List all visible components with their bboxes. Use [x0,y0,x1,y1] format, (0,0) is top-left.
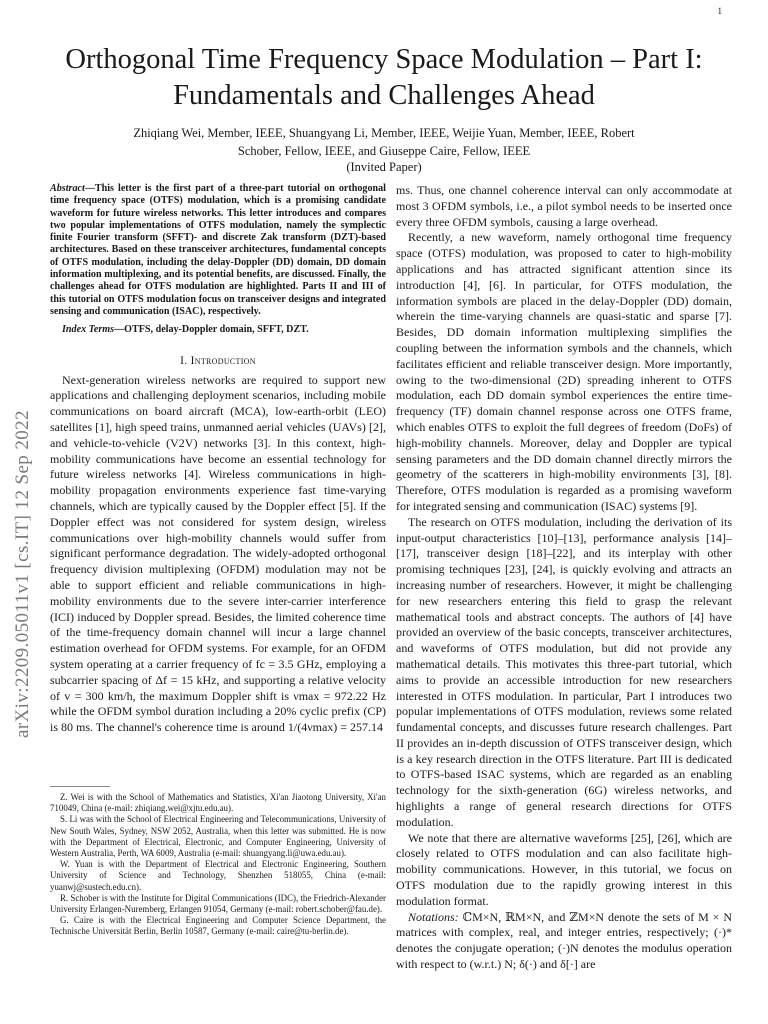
footnote-rule [50,786,110,787]
author-list [60,124,708,160]
footnote-caire: G. Caire is with the Electrical Engineering and Computer Science Department, the Technische Universität Berlin, Berlin 10587, Germany (e-mail: caire@tu-berlin.de). [50,915,386,937]
arxiv-stamp: arXiv:2209.05011v1 [cs.IT] 12 Sep 2022 [12,410,33,738]
index-terms-text: —OTFS, delay-Doppler domain, SFFT, DZT. [114,324,309,336]
index-terms [50,324,386,336]
abstract-text: —This letter is the first part of a three-part tutorial on orthogonal time frequency space (OTFS) modulation, which is a promising candidate waveform for future wireless networks. This letter introduces and compares two popular implementations of OTFS modulation, namely the symplectic finite Fourier transform (SFFT)- and discrete Zak transform (DZT)-based architectures. Based on these transceiver architectures, fundamental concepts of OTFS modulation, including the delay-Doppler (DD) domain, DD domain information multiplexing, and its potential benefits, are discussed. Finally, the challenges ahead for OTFS modulation are highlighted. Parts II and III of this tutorial on OTFS modulation focus on transceiver designs and integrated sensing and communication (ISAC), respectively. [50,183,386,317]
page-number: 1 [717,6,722,16]
section-heading-introduction: I. Introduction [180,354,256,367]
footnote-schober: R. Schober is with the Institute for Digital Communications (IDC), the Friedrich-Alexander University Erlangen-Nuremberg, Erlangen 91054, Germany (e-mail: robert.schober@fau.de). [50,892,386,915]
invited-note: (Invited Paper) [346,160,422,174]
authors-line-1: Zhiqiang Wei, Member, IEEE, Shuangyang Li, Member, IEEE, Weijie Yuan, Member, IEEE, Robert [133,126,635,140]
abstract-lead: Abstract [50,183,85,194]
authors-line-2: Schober, Fellow, IEEE, and Giuseppe Caire, Fellow, IEEE [237,144,531,158]
right-paragraph-continued: ms. Thus, one channel coherence interval can only accommodate at most 3 OFDM symbols, i.e., a pilot symbol needs to be inserted once every three OFDM symbols, causing a large overhead. [396,183,732,229]
right-paragraph-otfs-intro: Recently, a new waveform, namely orthogonal time frequency space (OTFS) modulation, was proposed to cater to high-mobility applications and has attracted significant attention since its introduction [4], [6]. In particular, for OTFS modulation, the information symbols are placed in the delay-Doppler (DD) domain, wherein the time-varying channels are quasi-static and sparse [7]. Besides, DD domain information multiplexing simplifies the coupling between the information symbols and the channels, which facilitates efficient and reliable transceiver design. More importantly, owing to the two-dimensional (2D) spreading inherent to OTFS modulation, each DD domain symbol experiences the entire time-frequency (TF) domain channel response across one OTFS frame, which enables OTFS to exploit the full degrees of freedom (DoFs) of high-mobility channels. Moreover, delay and Doppler are typical sensing parameters and the DD domain channel directly mirrors the geometry of the scatterers in high-mobility environments [3], [8]. Therefore, OTFS modulation is regarded as a promising waveform for integrated sensing and communication (ISAC) systems [9]. [396,230,732,513]
footnote-wei: Z. Wei is with the School of Mathematics and Statistics, Xi'an Jiaotong University, Xi'an 710049, China (e-mail: zhiqiang.wei@xjtu.edu.au). [50,792,386,814]
paper-title: Orthogonal Time Frequency Space Modulation – Part I: Fundamentals and Challenges Ahead [65,44,703,111]
intro-paragraph-1: Next-generation wireless networks are required to support new applications and challenging deployment scenarios, including mobile communications on board aircraft (MCA), low-earth-orbit (LEO) satellites [1], high speed trains, unmanned aerial vehicles (UAVs) [2], and vehicle-to-vehicle (V2V) networks [3]. In this context, high-mobility communications have become an essential technology for future wireless networks [4]. Wireless communications in high-mobility propagation environments experience fast time-varying channels, which are typically caused by the Doppler effect [5]. If the Doppler effect was not considered for system design, wireless communications over high-mobility channels would suffer from significant performance degradation. The widely-adopted orthogonal frequency division multiplexing (OFDM) modulation may not be able to support efficient and reliable communications in high-mobility environments due to the severe inter-carrier interference (ICI) induced by Doppler spread. Besides, the limited coherence time of the time-frequency domain channel will incur a large channel estimation overhead for OFDM systems. For example, for an OFDM system operating at a carrier frequency of fc = 3.5 GHz, employing a subcarrier spacing of Δf = 15 kHz, and supporting a relative velocity of v = 300 km/h, the maximum Doppler shift is νmax = 972.22 Hz while the OFDM symbol duration including a 20% cyclic prefix (CP) is 80 ms. The channel's coherence time is around 1/(4νmax) = 257.14 [50,372,386,735]
left-column [50,183,386,736]
right-column [396,183,732,973]
right-paragraph-research: The research on OTFS modulation, including the derivation of its input-output characteristics [10]–[13], performance analysis [14]–[17], transceiver design [18]–[22], and its interplay with other promising techniques [23], [24], is quickly evolving and attracts an increasing number of researchers. However, it might be challenging for new researchers entering this field to grasp the relevant mathematical tools and abstract concepts. The authors of [4] have provided an overview of the basic concepts, transceiver architectures, and waveforms of OTFS modulation, but did not provide any mathematical details. This motivates this three-part tutorial, which aims to provide an accessible introduction for new researchers interested in OTFS modulation. In particular, Part I introduces two popular implementations of OTFS modulation, reviews some related fundamental concepts, and discusses future research challenges. Part II provides an in-depth discussion of OTFS transceiver design, which is a key research direction in the OTFS literature. Part III is dedicated to OTFS-based ISAC systems, which are regarded as an enabling technology for the sixth-generation (6G) wireless networks, and highlights a range of general research directions for OTFS modulation. [396,514,732,829]
abstract [50,183,386,318]
notations-lead: Notations: [408,909,459,924]
notations-text: ℂM×N, ℝM×N, and ℤM×N denote the sets of M × N matrices with complex, real, and integer entries, respectively; (·)* denotes the conjugate operation; (·)N denotes the modulus operation with respect to (w.r.t.) N; δ(·) and δ[·] are [396,909,732,972]
footnote-yuan: W. Yuan is with the Department of Electrical and Electronic Engineering, Southern University of Science and Technology, Shenzhen 518055, China (e-mail: yuanwj@sustech.edu.cn). [50,859,386,892]
footnotes [50,792,386,938]
footnote-li: S. Li was with the School of Electrical Engineering and Telecommunications, University of New South Wales, Sydney, NSW 2052, Australia, when this letter was submitted. He is now with the Department of Electrical, Electronic, and Computer Engineering, University of Western Australia, Perth, WA 6009, Australia (e-mail: shuangyang.li@uwa.edu.au). [50,814,386,859]
right-paragraph-alternatives: We note that there are alternative waveforms [25], [26], which are closely related to OTFS modulation and can also facilitate high-mobility communications. However, in this tutorial, we focus on OTFS modulation due to the rapidly growing interest in this modulation format. [396,830,732,908]
index-terms-lead: Index Terms [62,324,115,336]
notations-paragraph [396,910,732,973]
